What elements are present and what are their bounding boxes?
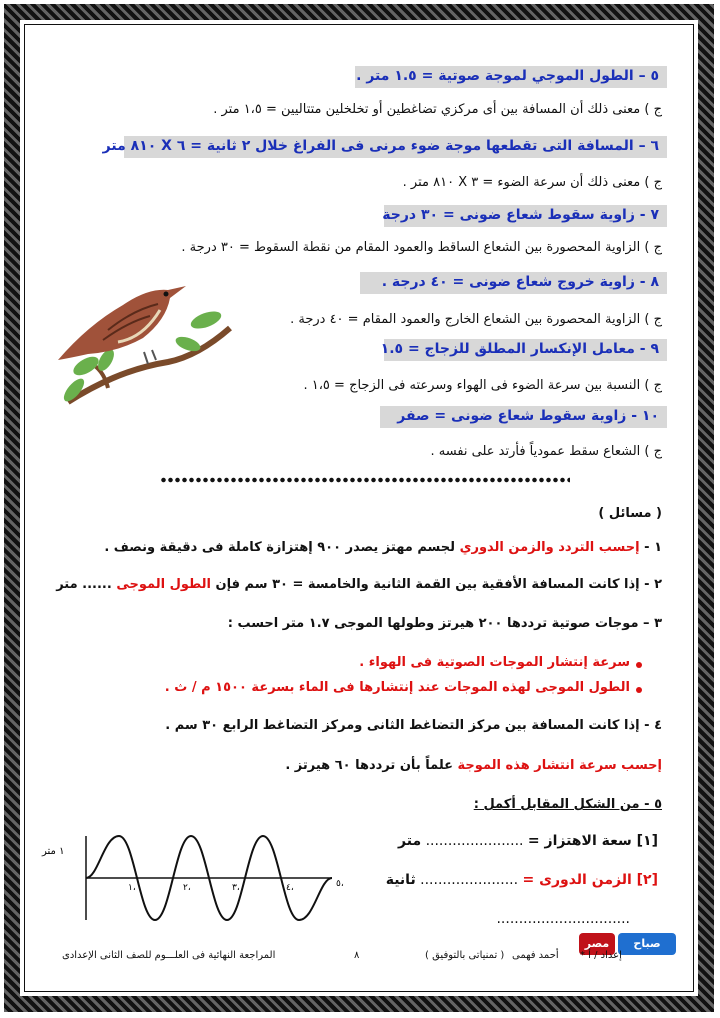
- item-5-answer: ج ) معنى ذلك أن المسافة بين أى مركزي تضاغطين أو تخلخلين متتاليين = ١،٥ متر .: [213, 102, 662, 117]
- item-8-answer: ج ) الزاوية المحصورة بين الشعاع الخارج والعمود المقام = ٤٠ درجة .: [290, 312, 662, 327]
- footer-prefix: إعداد / أ *: [580, 950, 622, 961]
- problem-2: [56, 577, 662, 592]
- field-1-unit: متر: [398, 833, 422, 849]
- problem-4-question: [285, 758, 662, 773]
- problem-5-field-3: [496, 911, 630, 927]
- item-10-answer: ج ) الشعاع سقط عمودياً فأرتد على نفسه .: [430, 444, 662, 459]
- field-1-label: [١] سعة الاهتزاز =: [527, 833, 658, 849]
- item-9-heading: ٩ - معامل الإنكسار المطلق للزجاج = ١.٥: [384, 339, 667, 361]
- footer-author: أحمد فهمى: [512, 950, 559, 961]
- logo-part-1: صباح: [618, 933, 676, 955]
- footer-wishes: ( تمنياتى بالتوفيق ): [425, 950, 505, 961]
- item-6-answer: ج ) معنى ذلك أن سرعة الضوء = ٣ X ٨١٠ متر .: [402, 175, 662, 190]
- problem-2-highlight: الطول الموجى: [116, 577, 212, 592]
- graph-tick-1: ١،: [128, 883, 136, 893]
- wave-graph: [40, 830, 360, 925]
- footer-page-number: ٨: [354, 950, 360, 961]
- bird-illustration: [48, 270, 243, 410]
- problem-4-text: علماً بأن ترددها ٦٠ هيرتز .: [285, 758, 454, 773]
- graph-tick-5: ٥،: [336, 879, 344, 889]
- bullet-1: [636, 662, 642, 668]
- logo-part-2: مصر: [579, 933, 615, 955]
- item-10-heading: ١٠ - زاوية سقوط شعاع ضونى = صفر: [380, 406, 667, 428]
- field-1-dots: ......................: [425, 833, 524, 849]
- problem-5-field-2: [386, 872, 658, 888]
- item-9-answer: ج ) النسبة بين سرعة الضوء فى الهواء وسرعته فى الزجاج = ١،٥ .: [303, 378, 662, 393]
- problem-1-highlight: إحسب التردد والزمن الدوري: [459, 540, 640, 555]
- section-separator: [160, 475, 570, 485]
- problem-2-tail: ...... متر: [56, 577, 112, 592]
- problem-1: [104, 540, 662, 555]
- graph-y-label: ١ متر: [42, 846, 65, 857]
- problem-3-bullet-1: سرعة إنتشار الموجات الصوتية فى الهواء .: [359, 655, 630, 670]
- problem-3-bullet-2: الطول الموجى لهذه الموجات عند إنتشارها فى الماء بسرعة ١٥٠٠ م / ث .: [164, 680, 630, 695]
- problem-1-number: ١ -: [644, 540, 662, 555]
- problems-title: ( مسائل ): [598, 506, 662, 521]
- graph-tick-2: ٢،: [183, 883, 191, 893]
- problem-1-text: لجسم مهتز يصدر ٩٠٠ إهتزازة كاملة فى دقيقة ونصف .: [104, 540, 456, 555]
- problem-2-text: إذا كانت المسافة الأفقية بين القمة الثانية والخامسة = ٣٠ سم فإن: [215, 577, 640, 592]
- problem-3: ٣ – موجات صوتية ترددها ٢٠٠ هيرتز وطولها الموجى ١.٧ متر احسب :: [227, 616, 662, 631]
- problem-5-field-1: [398, 833, 658, 849]
- field-2-unit: ثانية: [385, 872, 416, 888]
- item-5-heading: ٥ – الطول الموجي لموجة صوتية = ١.٥ متر .: [355, 66, 667, 88]
- bullet-2: [636, 687, 642, 693]
- field-2-label: [٢] الزمن الدورى =: [522, 872, 658, 888]
- item-7-answer: ج ) الزاوية المحصورة بين الشعاع الساقط والعمود المقام من نقطة السقوط = ٣٠ درجة .: [181, 240, 662, 255]
- graph-tick-3: ٣،: [232, 883, 240, 893]
- item-7-heading: ٧ - زاوية سقوط شعاع ضونى = ٣٠ درجة: [384, 205, 667, 227]
- item-8-heading: ٨ - زاوية خروج شعاع ضونى = ٤٠ درجة .: [360, 272, 667, 294]
- problem-4: ٤ - إذا كانت المسافة بين مركز التضاغط الثانى ومركز التضاغط الرابع ٣٠ سم .: [165, 718, 662, 733]
- field-3-dots: ..............................: [496, 911, 630, 927]
- field-2-dots: ......................: [420, 872, 519, 888]
- item-6-heading: ٦ – المسافة التى تقطعها موجة ضوء مرنى فى الفراغ خلال ٢ ثانية = ٦ X ٨١٠ متر: [124, 136, 667, 158]
- footer-course: المراجعة النهائية فى العلـــوم للصف الثانى الإعدادى: [62, 950, 276, 961]
- problem-4-highlight: إحسب سرعة انتشار هذه الموجة: [457, 758, 662, 773]
- graph-tick-4: ٤،: [286, 883, 294, 893]
- problem-5-header: ٥ - من الشكل المقابل أكمل :: [473, 797, 662, 812]
- problem-2-number: ٢ -: [644, 577, 662, 592]
